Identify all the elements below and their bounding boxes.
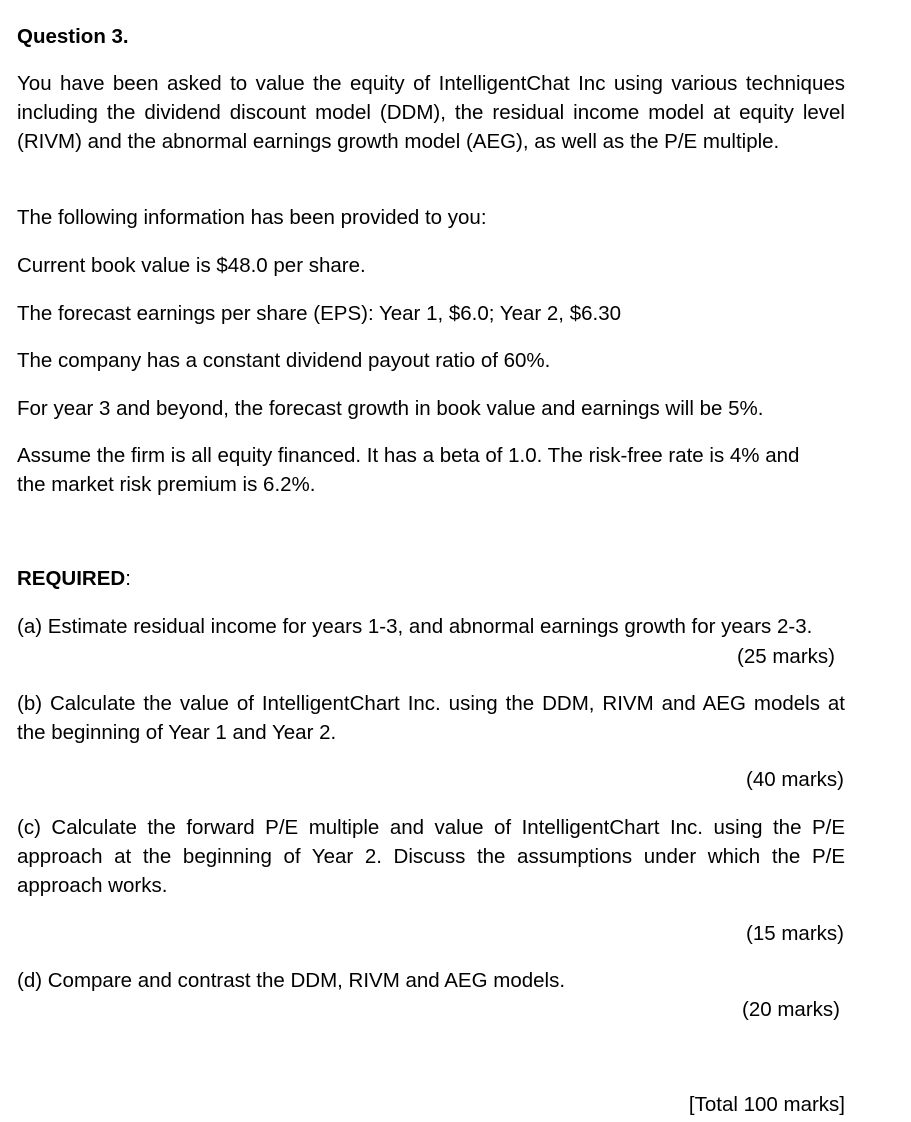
question-title: Question 3.: [17, 25, 129, 48]
part-b-marks: (40 marks): [746, 768, 844, 791]
part-a-text: (a) Estimate residual income for years 1-3, and abnormal earnings growth for years 2-3.: [17, 615, 813, 638]
part-c-text: (c) Calculate the forward P/E multiple and value of IntelligentChart Inc. using the P/E approach at the beginning of Year 2. Discuss the assumptions under which the P/E approach works.: [17, 816, 845, 897]
required-colon: :: [125, 567, 131, 590]
info-heading: The following information has been provided to you:: [17, 206, 487, 229]
part-d-marks: (20 marks): [742, 998, 840, 1021]
intro-paragraph: You have been asked to value the equity of IntelligentChat Inc using various techniques including the dividend discount model (DDM), the residual income model at equity level (RIVM) and the abnormal earnings growth model (AEG), as well as the P/E multiple.: [17, 72, 845, 153]
fact-book-value: Current book value is $48.0 per share.: [17, 254, 366, 277]
required-label: REQUIRED: [17, 567, 126, 590]
fact-growth-rate: For year 3 and beyond, the forecast growth in book value and earnings will be 5%.: [17, 397, 764, 420]
part-a-marks: (25 marks): [737, 645, 835, 668]
fact-eps-forecast: The forecast earnings per share (EPS): Year 1, $6.0; Year 2, $6.30: [17, 302, 621, 325]
required-heading: [17, 564, 845, 593]
fact-payout-ratio: The company has a constant dividend payout ratio of 60%.: [17, 349, 551, 372]
part-c-marks: (15 marks): [746, 922, 844, 945]
part-b-text: (b) Calculate the value of IntelligentChart Inc. using the DDM, RIVM and AEG models at the beginning of Year 1 and Year 2.: [17, 692, 845, 744]
part-d-text: (d) Compare and contrast the DDM, RIVM and AEG models.: [17, 969, 566, 992]
fact-financing: Assume the firm is all equity financed. It has a beta of 1.0. The risk-free rate is 4% and the market risk premium is 6.2%.: [17, 444, 800, 496]
total-marks: [Total 100 marks]: [688, 1093, 845, 1116]
